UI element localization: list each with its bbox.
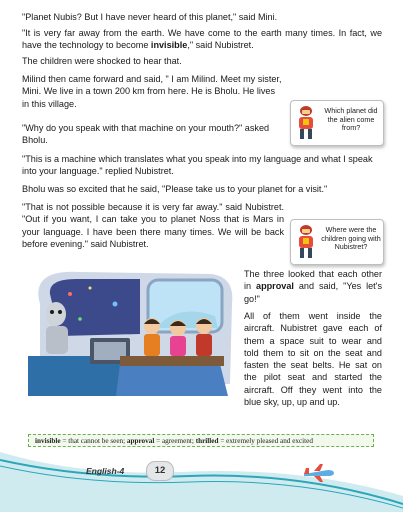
question-callout-1-text: Which planet did the alien come from? xyxy=(324,106,378,133)
aircraft-illustration xyxy=(20,264,238,414)
paragraph-4: Milind then came forward and said, " I am Milind. Meet my sister, Mini. We live in a town 200 km from here. He is Bholu. He lives in this village. xyxy=(22,74,282,109)
robot-icon xyxy=(295,224,317,260)
paragraph-9 xyxy=(244,268,382,305)
glossary-def-1: = that cannot be seen; xyxy=(60,437,127,445)
page-number: 12 xyxy=(146,461,174,481)
question-callout-2-text: Where were the children going with Nubistret? xyxy=(321,225,381,252)
paragraph-2-text-b: ," said Nubistret. xyxy=(187,40,254,51)
glossary-def-2: = agreement; xyxy=(154,437,196,445)
paragraph-6: "This is a machine which translates what you speak into my language and what I speak into your language." replied Nubistret. xyxy=(22,154,373,177)
glossary-word-2: approval xyxy=(126,437,155,445)
paragraph-1: "Planet Nubis? But I have never heard of this planet," said Mini. xyxy=(22,12,278,22)
airplane-icon xyxy=(302,462,336,484)
glossary-word-3: thrilled xyxy=(195,437,219,445)
paragraph-9-text-a: The three looked that each other in xyxy=(244,269,382,292)
paragraph-2-bold: invisible xyxy=(150,40,188,51)
robot-icon xyxy=(295,105,317,141)
paragraph-2-text-a: "It is very far away from the earth. We have come to the earth many times. In fact, we have the technology to become xyxy=(22,28,382,51)
paragraph-3: The children were shocked to hear that. xyxy=(22,56,182,66)
glossary-word-1: invisible xyxy=(35,437,61,445)
paragraph-7: Bholu was so excited that he said, "Please take us to your planet for a visit." xyxy=(22,184,328,194)
paragraph-9-bold: approval xyxy=(256,281,294,292)
paragraph-9-text-b: and said, "Yes let's go!" xyxy=(244,281,382,304)
question-callout-1 xyxy=(290,100,384,146)
paragraph-5: "Why do you speak with that machine on your mouth?" asked Bholu. xyxy=(22,123,270,146)
paragraph-10: All of them went inside the aircraft. Nubistret gave each of them a space suit to wear and told them to sit on the seat and fasten the seat belts. He sat on the pilot seat and started the aircraft. Off they went into the blue sky, up, up and up. xyxy=(244,311,382,408)
glossary-def-3: = extremely pleased and excited xyxy=(218,437,313,445)
question-callout-2 xyxy=(290,219,384,265)
paragraph-2 xyxy=(22,27,382,52)
book-title: English-4 xyxy=(86,466,125,476)
footer-wave-decoration xyxy=(0,446,403,512)
paragraph-8: "That is not possible because it is very far away." said Nubistret. "Out if you want, I can take you to planet Noss that is Mars in your language. I have been there many times. We will be back before evening." said Nubistret. xyxy=(22,202,284,249)
